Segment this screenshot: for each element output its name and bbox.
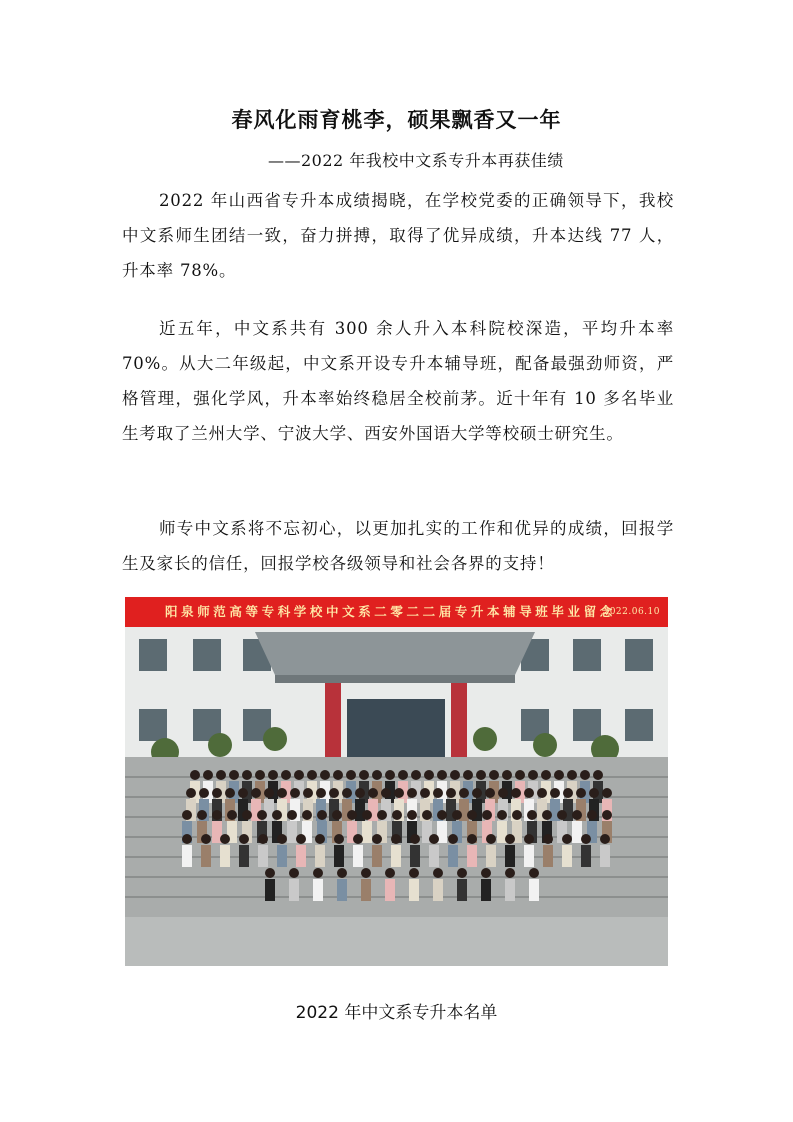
person-head bbox=[268, 770, 278, 780]
person-body bbox=[410, 845, 420, 867]
person-head bbox=[359, 770, 369, 780]
person-body bbox=[313, 879, 323, 901]
banner-date: 2022.06.10 bbox=[603, 607, 660, 617]
person-head bbox=[290, 788, 300, 798]
person-head bbox=[524, 834, 534, 844]
person-head bbox=[581, 834, 591, 844]
person-head bbox=[541, 770, 551, 780]
paragraph-1: 2022 年山西省专升本成绩揭晓，在学校党委的正确领导下，我校中文系师生团结一致，奋力拼搏，取得了优异成绩，升本达线 77 人，升本率 78%。 bbox=[122, 191, 674, 280]
person-head bbox=[385, 770, 395, 780]
person-head bbox=[368, 788, 378, 798]
person-head bbox=[385, 868, 395, 878]
person-body bbox=[353, 845, 363, 867]
person-body bbox=[296, 845, 306, 867]
person-head bbox=[329, 788, 339, 798]
person-body bbox=[457, 879, 467, 901]
person-head bbox=[394, 788, 404, 798]
person-body bbox=[277, 845, 287, 867]
person-head bbox=[524, 788, 534, 798]
person-head bbox=[437, 810, 447, 820]
person-body bbox=[429, 845, 439, 867]
person-head bbox=[429, 834, 439, 844]
person-head bbox=[422, 810, 432, 820]
person-head bbox=[251, 788, 261, 798]
entrance-canopy bbox=[255, 632, 535, 675]
photo-scene bbox=[125, 627, 668, 966]
person-head bbox=[334, 834, 344, 844]
person-head bbox=[602, 810, 612, 820]
person-body bbox=[486, 845, 496, 867]
person-head bbox=[481, 868, 491, 878]
person-head bbox=[239, 834, 249, 844]
person-head bbox=[227, 810, 237, 820]
person-head bbox=[242, 810, 252, 820]
person-head bbox=[567, 770, 577, 780]
person-head bbox=[554, 770, 564, 780]
person-head bbox=[407, 788, 417, 798]
person-head bbox=[212, 788, 222, 798]
person-head bbox=[450, 770, 460, 780]
person-body bbox=[481, 879, 491, 901]
person-body bbox=[239, 845, 249, 867]
person-head bbox=[289, 868, 299, 878]
person-head bbox=[296, 834, 306, 844]
person-head bbox=[316, 788, 326, 798]
person-body bbox=[505, 845, 515, 867]
person-head bbox=[467, 810, 477, 820]
person-head bbox=[307, 770, 317, 780]
person-head bbox=[337, 868, 347, 878]
person-head bbox=[498, 788, 508, 798]
person-head bbox=[557, 810, 567, 820]
person-head bbox=[410, 834, 420, 844]
person-body bbox=[572, 821, 582, 843]
person-head bbox=[347, 810, 357, 820]
person-body bbox=[362, 821, 372, 843]
person-body bbox=[409, 879, 419, 901]
person-head bbox=[528, 770, 538, 780]
person-head bbox=[485, 788, 495, 798]
person-head bbox=[320, 770, 330, 780]
person-head bbox=[437, 770, 447, 780]
person-head bbox=[265, 868, 275, 878]
person-head bbox=[377, 810, 387, 820]
person-head bbox=[398, 770, 408, 780]
person-head bbox=[550, 788, 560, 798]
person-head bbox=[281, 770, 291, 780]
person-head bbox=[346, 770, 356, 780]
person-head bbox=[199, 788, 209, 798]
person-head bbox=[355, 788, 365, 798]
person-head bbox=[381, 788, 391, 798]
person-head bbox=[486, 834, 496, 844]
person-head bbox=[446, 788, 456, 798]
person-head bbox=[353, 834, 363, 844]
person-head bbox=[212, 810, 222, 820]
person-body bbox=[581, 845, 591, 867]
paragraph-2: 近五年，中文系共有 300 余人升入本科院校深造，平均升本率 70%。从大二年级起，中文系开设专升本辅导班，配备最强劲师资，严格管理，强化学风，升本率始终稳居全校前茅。近十年有 10 多名毕业生考取了兰州大学、宁波大学、西安外国语大学等校硕士研究生。 bbox=[122, 319, 674, 443]
person-head bbox=[264, 788, 274, 798]
person-body bbox=[600, 845, 610, 867]
person-head bbox=[287, 810, 297, 820]
person-head bbox=[220, 834, 230, 844]
person-head bbox=[225, 788, 235, 798]
person-head bbox=[448, 834, 458, 844]
person-head bbox=[463, 770, 473, 780]
person-head bbox=[242, 770, 252, 780]
person-head bbox=[392, 810, 402, 820]
person-body bbox=[287, 821, 297, 843]
person-head bbox=[409, 868, 419, 878]
person-head bbox=[272, 810, 282, 820]
person-head bbox=[258, 834, 268, 844]
person-head bbox=[294, 770, 304, 780]
person-head bbox=[313, 868, 323, 878]
person-head bbox=[602, 788, 612, 798]
person-head bbox=[362, 810, 372, 820]
person-head bbox=[303, 788, 313, 798]
person-head bbox=[572, 810, 582, 820]
entrance-door bbox=[347, 699, 445, 757]
person-head bbox=[482, 810, 492, 820]
person-head bbox=[372, 770, 382, 780]
person-body bbox=[289, 879, 299, 901]
person-body bbox=[543, 845, 553, 867]
person-head bbox=[562, 834, 572, 844]
person-head bbox=[589, 788, 599, 798]
person-head bbox=[489, 770, 499, 780]
person-head bbox=[361, 868, 371, 878]
person-head bbox=[502, 770, 512, 780]
person-body bbox=[372, 845, 382, 867]
person-head bbox=[515, 770, 525, 780]
person-head bbox=[593, 770, 603, 780]
person-body bbox=[385, 879, 395, 901]
person-body bbox=[433, 879, 443, 901]
person-body bbox=[258, 845, 268, 867]
person-head bbox=[505, 868, 515, 878]
person-head bbox=[238, 788, 248, 798]
person-head bbox=[333, 770, 343, 780]
person-body bbox=[334, 845, 344, 867]
person-body bbox=[265, 879, 275, 901]
person-head bbox=[600, 834, 610, 844]
person-body bbox=[391, 845, 401, 867]
person-body bbox=[505, 879, 515, 901]
person-body bbox=[529, 879, 539, 901]
person-head bbox=[277, 788, 287, 798]
person-head bbox=[372, 834, 382, 844]
person-head bbox=[529, 868, 539, 878]
person-head bbox=[580, 770, 590, 780]
person-body bbox=[361, 879, 371, 901]
person-head bbox=[302, 810, 312, 820]
person-head bbox=[317, 810, 327, 820]
paragraph-3: 师专中文系将不忘初心，以更加扎实的工作和优异的成绩，回报学生及家长的信任，回报学校各级领导和社会各界的支持！ bbox=[122, 519, 674, 573]
person-head bbox=[186, 788, 196, 798]
person-head bbox=[229, 770, 239, 780]
person-head bbox=[542, 810, 552, 820]
person-head bbox=[420, 788, 430, 798]
person-head bbox=[543, 834, 553, 844]
person-body bbox=[524, 845, 534, 867]
group-photo bbox=[125, 597, 668, 966]
person-head bbox=[342, 788, 352, 798]
ground bbox=[125, 917, 668, 966]
red-column bbox=[451, 683, 467, 757]
person-head bbox=[433, 868, 443, 878]
person-body bbox=[562, 845, 572, 867]
person-body bbox=[201, 845, 211, 867]
person-head bbox=[587, 810, 597, 820]
person-head bbox=[497, 810, 507, 820]
person-head bbox=[459, 788, 469, 798]
person-body bbox=[182, 845, 192, 867]
red-column bbox=[325, 683, 341, 757]
person-head bbox=[452, 810, 462, 820]
person-body bbox=[315, 845, 325, 867]
person-head bbox=[257, 810, 267, 820]
person-head bbox=[505, 834, 515, 844]
person-head bbox=[315, 834, 325, 844]
person-head bbox=[182, 834, 192, 844]
person-head bbox=[411, 770, 421, 780]
person-head bbox=[537, 788, 547, 798]
person-head bbox=[457, 868, 467, 878]
person-head bbox=[433, 788, 443, 798]
person-head bbox=[512, 810, 522, 820]
photo-banner bbox=[125, 597, 668, 627]
person-head bbox=[576, 788, 586, 798]
person-head bbox=[190, 770, 200, 780]
person-head bbox=[511, 788, 521, 798]
person-body bbox=[448, 845, 458, 867]
person-body bbox=[337, 879, 347, 901]
list-caption: 2022 年中文系专升本名单 bbox=[295, 1003, 498, 1023]
person-head bbox=[255, 770, 265, 780]
person-head bbox=[476, 770, 486, 780]
person-head bbox=[472, 788, 482, 798]
article-title: 春风化雨育桃李，硕果飘香又一年 bbox=[231, 108, 562, 132]
article-subtitle: ——2022 年我校中文系专升本再获佳绩 bbox=[268, 151, 564, 170]
person-head bbox=[424, 770, 434, 780]
person-head bbox=[407, 810, 417, 820]
person-head bbox=[277, 834, 287, 844]
person-head bbox=[182, 810, 192, 820]
person-head bbox=[197, 810, 207, 820]
person-head bbox=[216, 770, 226, 780]
person-head bbox=[201, 834, 211, 844]
person-head bbox=[467, 834, 477, 844]
person-body bbox=[467, 845, 477, 867]
person-head bbox=[527, 810, 537, 820]
banner-text: 阳泉师范高等专科学校中文系二零二二届专升本辅导班毕业留念 bbox=[165, 604, 616, 619]
person-head bbox=[563, 788, 573, 798]
person-head bbox=[203, 770, 213, 780]
person-head bbox=[391, 834, 401, 844]
person-head bbox=[332, 810, 342, 820]
person-body bbox=[220, 845, 230, 867]
